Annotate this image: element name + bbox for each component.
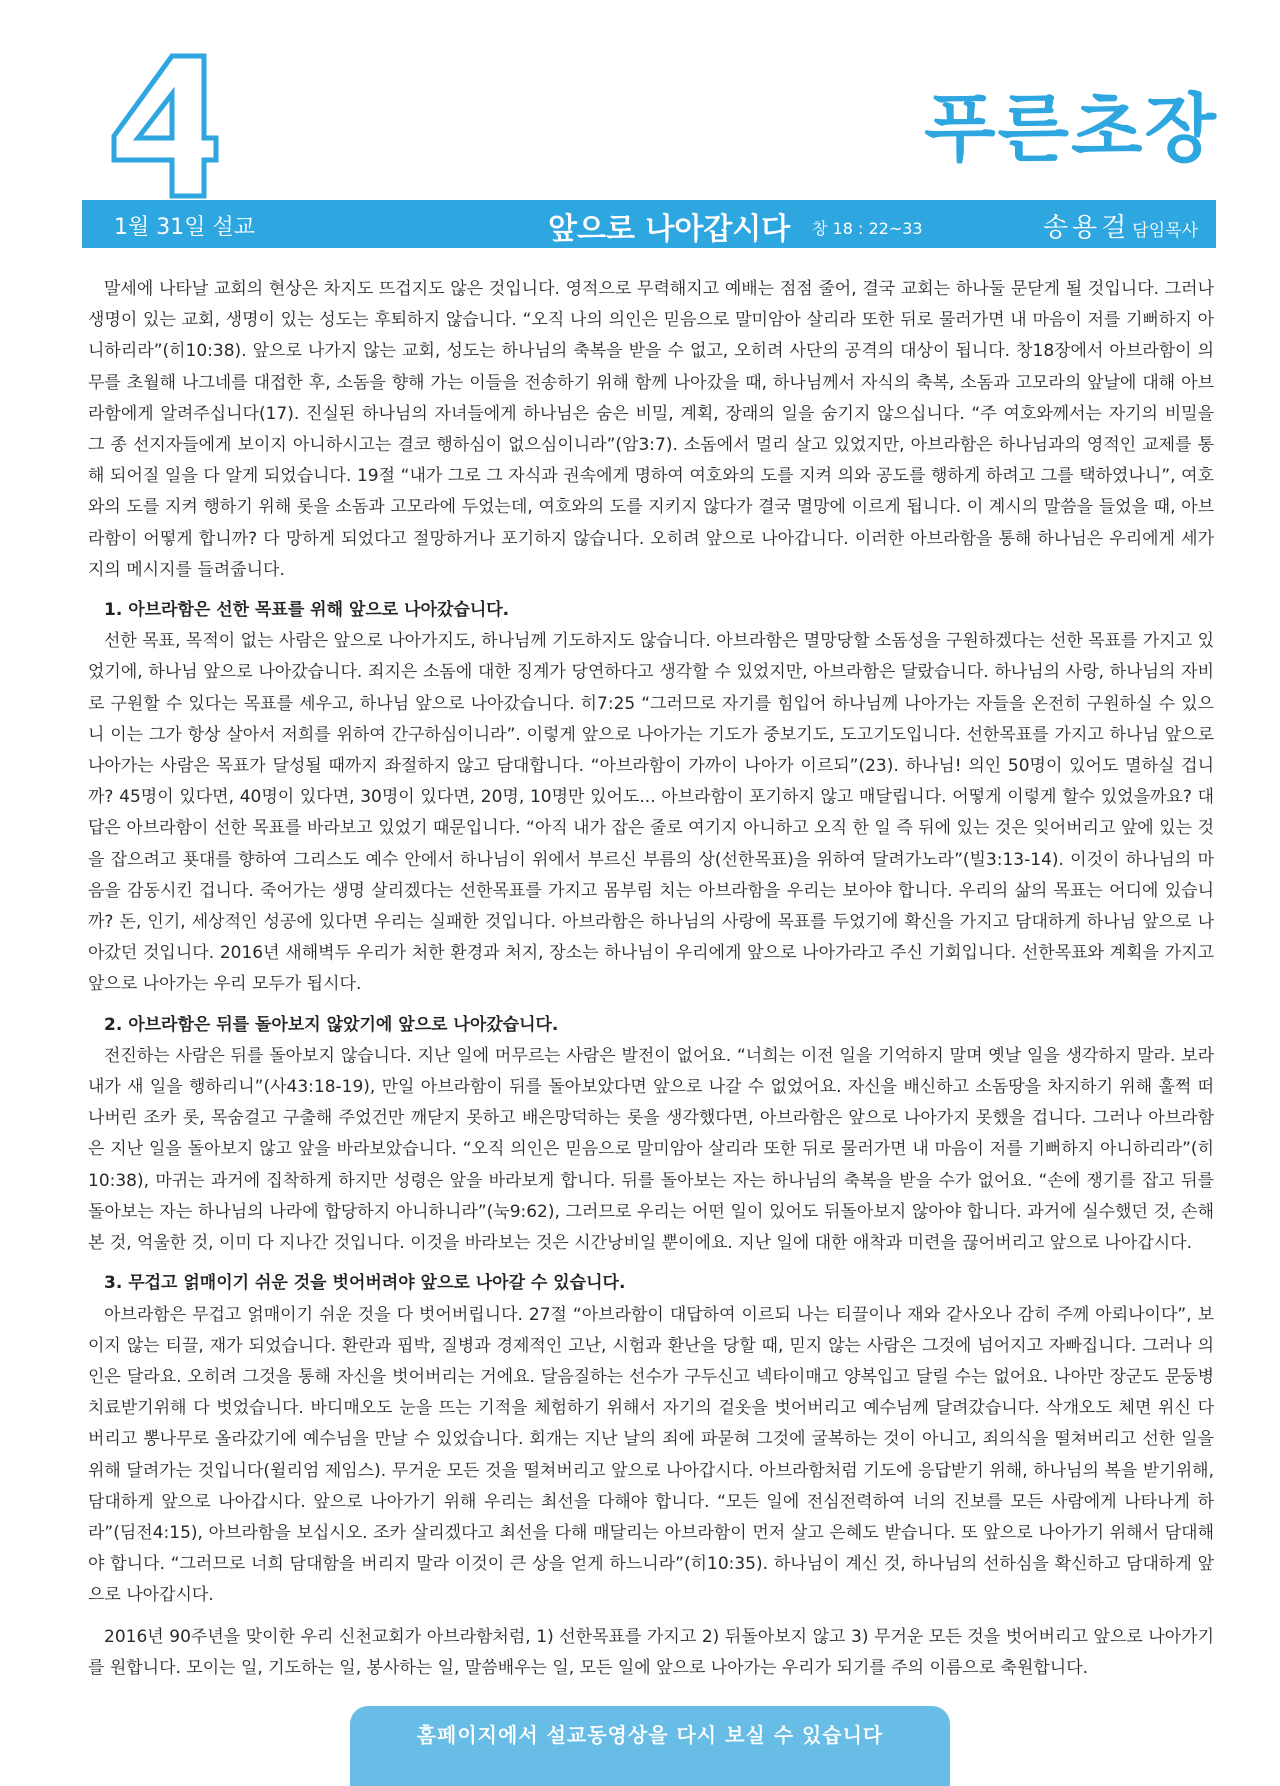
preacher-role: 담임목사	[1132, 221, 1198, 241]
page-number-graphic	[108, 50, 220, 200]
section-3-body: 아브라함은 무겁고 얽매이기 쉬운 것을 다 벗어버립니다. 27절 “아브라함이 대답하여 이르되 나는 티끌이나 재와 같사오나 감히 주께 아뢰나이다”, 보이지 않는 티끌, 재가 되었습니다. 환란과 핍박, 질병과 경제적인 고난, 시험과 환난을 당할 때, 믿지 않는 사람은 그것에 넘어지고 자빠집니다. 그러나 의인은 달라요. 오히려 그것을 통해 자신을 벗어버리는 거에요. 달음질하는 선수가 구두신고 넥타이매고 양복입고 달릴 수는 없어요. 나아만 장군도 문둥병 치료받기위해 다 벗었습니다. 바디매오도 눈을 뜨는 기적을 체험하기 위해서 자기의 겉옷을 벗어버리고 예수님께 달려갔습니다. 삭개오도 체면 위신 다 버리고 뽕나무로 올라갔기에 예수님을 만날 수 있었습니다. 회개는 지난 날의 죄에 파묻혀 그것에 굴복하는 것이 아니고, 죄의식을 떨쳐버리고 선한 일을 위해 달려가는 것입니다(윌리엄 제임스). 무거운 모든 것을 떨쳐버리고 앞으로 나아갑시다. 아브라함처럼 기도에 응답받기 위해, 하나님의 복을 받기위해, 담대하게 앞으로 나아갑시다. 앞으로 나아가기 위해 우리는 최선을 다해야 합니다. “모든 일에 전심전력하여 너의 진보를 모든 사람에게 나타나게 하라”(딤전4:15), 아브라함을 보십시오. 조카 살리겠다고 최선을 다해 매달리는 아브라함이 먼저 살고 은혜도 받습니다. 또 앞으로 나아가기 위해서 담대해야 합니다. “그러므로 너희 담대함을 버리지 말라 이것이 큰 상을 얻게 하느니라”(히10:35). 하나님이 계신 것, 하나님의 선하심을 확신하고 담대하게 앞으로 나아갑시다.	[88, 1304, 1214, 1606]
preacher	[1043, 207, 1198, 244]
section-1-heading: 1. 아브라함은 선한 목표를 위해 앞으로 나아갔습니다.	[104, 600, 510, 621]
sermon-header-bar	[82, 200, 1216, 248]
footer-banner: 홈페이지에서 설교동영상을 다시 보실 수 있습니다	[350, 1706, 950, 1786]
section-1-body: 선한 목표, 목적이 없는 사람은 앞으로 나아가지도, 하나님께 기도하지도 않습니다. 아브라함은 멸망당할 소돔성을 구원하겠다는 선한 목표를 가지고 있었기에, 하나님 앞으로 나아갔습니다. 죄지은 소돔에 대한 징계가 당연하다고 생각할 수 있었지만, 아브라함은 달랐습니다. 하나님의 사랑, 하나님의 자비로 구원할 수 있다는 목표를 세우고, 하나님 앞으로 나아갔습니다. 히7:25 “그러므로 자기를 힘입어 하나님께 나아가는 자들을 온전히 구원하실 수 있으니 이는 그가 항상 살아서 저희를 위하여 간구하심이니라”. 이렇게 앞으로 나아가는 기도가 중보기도, 도고기도입니다. 선한목표를 가지고 하나님 앞으로 나아가는 사람은 목표가 달성될 때까지 좌절하지 않고 담대합니다. “아브라함이 가까이 나아가 이르되”(23). 하나님! 의인 50명이 있어도 멸하실 겁니까? 45명이 있다면, 40명이 있다면, 30명이 있다면, 20명, 10명만 있어도... 아브라함이 포기하지 않고 매달립니다. 어떻게 이렇게 할수 있었을까요? 대답은 아브라함이 선한 목표를 바라보고 있었기 때문입니다. “아직 내가 잡은 줄로 여기지 아니하고 오직 한 일 즉 뒤에 있는 것은 잊어버리고 앞에 있는 것을 잡으려고 푯대를 향하여 그리스도 예수 안에서 하나님이 위에서 부르신 부름의 상(선한목표)을 위하여 달려가노라”(빌3:13-14). 이것이 하나님의 마음을 감동시킨 겁니다. 죽어가는 생명 살리겠다는 선한목표를 가지고 몸부림 치는 아브라함을 우리는 보아야 합니다. 우리의 삶의 목표는 어디에 있습니까? 돈, 인기, 세상적인 성공에 있다면 우리는 실패한 것입니다. 아브라함은 하나님의 사랑에 목표를 두었기에 확신을 가지고 담대하게 하나님 앞으로 나아갔던 것입니다. 2016년 새해벽두 우리가 처한 환경과 처지, 장소는 하나님이 우리에게 앞으로 나아가라고 주신 기회입니다. 선한목표와 계획을 가지고 앞으로 나아가는 우리 모두가 됩시다.	[88, 631, 1214, 995]
section-2-heading: 2. 아브라함은 뒤를 돌아보지 않았기에 앞으로 나아갔습니다.	[104, 1014, 559, 1035]
section-2-body: 전진하는 사람은 뒤를 돌아보지 않습니다. 지난 일에 머무르는 사람은 발전이 없어요. “너희는 이전 일을 기억하지 말며 옛날 일을 생각하지 말라. 보라 내가 새 일을 행하리니”(사43:18-19), 만일 아브라함이 뒤를 돌아보았다면 앞으로 나갈 수 없었어요. 자신을 배신하고 소돔땅을 차지하기 위해 훌쩍 떠나버린 조카 롯, 목숨걸고 구출해 주었건만 깨닫지 못하고 배은망덕하는 롯을 생각했다면, 아브라함은 앞으로 나아가지 못했을 겁니다. 그러나 아브라함은 지난 일을 돌아보지 않고 앞을 바라보았습니다. “오직 의인은 믿음으로 말미암아 살리라 또한 뒤로 물러가면 내 마음이 저를 기뻐하지 아니하리라”(히10:38), 마귀는 과거에 집착하게 하지만 성령은 앞을 바라보게 합니다. 뒤를 돌아보는 자는 하나님의 축복을 받을 수가 없어요. “손에 쟁기를 잡고 뒤를 돌아보는 자는 하나님의 나라에 합당하지 아니하니라”(눅9:62), 그러므로 우리는 어떤 일이 있어도 뒤돌아보지 않아야 합니다. 과거에 실수했던 것, 손해 본 것, 억울한 것, 이미 다 지나간 것입니다. 이것을 바라보는 것은 시간낭비일 뿐이에요. 지난 일에 대한 애착과 미련을 끊어버리고 앞으로 나아갑시다.	[88, 1045, 1214, 1254]
sermon-body	[88, 274, 1214, 1684]
page-number	[108, 50, 220, 200]
intro-paragraph: 말세에 나타날 교회의 현상은 차지도 뜨겁지도 않은 것입니다. 영적으로 무력해지고 예배는 점점 줄어, 결국 교회는 하나둘 문닫게 될 것입니다. 그러나 생명이 있는 교회, 생명이 있는 성도는 후퇴하지 않습니다. “오직 나의 의인은 믿음으로 말미암아 살리라 또한 뒤로 물러가면 내 마음이 저를 기뻐하지 아니하리라”(히10:38). 앞으로 나가지 않는 교회, 성도는 하나님의 축복을 받을 수 없고, 오히려 사단의 공격의 대상이 됩니다. 창18장에서 아브라함이 의무를 초월해 나그네를 대접한 후, 소돔을 향해 가는 이들을 전송하기 위해 함께 나아갔을 때, 하나님께서 자식의 축복, 소돔과 고모라의 앞날에 대해 아브라함에게 알려주십니다(17). 진실된 하나님의 자녀들에게 하나님은 숨은 비밀, 계획, 장래의 일을 숨기지 않으십니다. “주 여호와께서는 자기의 비밀을 그 종 선지자들에게 보이지 아니하시고는 결코 행하심이 없으심이니라”(암3:7). 소돔에서 멀리 살고 있었지만, 아브라함은 하나님과의 영적인 교제를 통해 되어질 일을 다 알게 되었습니다. 19절 “내가 그로 그 자식과 권속에게 명하여 여호와의 도를 지켜 의와 공도를 행하게 하려고 그를 택하였나니”, 여호와의 도를 지켜 행하기 위해 롯을 소돔과 고모라에 두었는데, 여호와의 도를 지키지 않다가 결국 멸망에 이르게 됩니다. 이 계시의 말씀을 들었을 때, 아브라함이 어떻게 합니까? 다 망하게 되었다고 절망하거나 포기하지 않습니다. 오히려 앞으로 나아갑니다. 이러한 아브라함을 통해 하나님은 우리에게 세가지의 메시지를 들려줍니다.	[88, 279, 1214, 580]
preacher-name: 송용걸	[1042, 213, 1131, 243]
sermon-date: 1월 31일 설교	[114, 215, 255, 240]
section-3-heading: 3. 무겁고 얽매이기 쉬운 것을 벗어버려야 앞으로 나아갈 수 있습니다.	[104, 1273, 626, 1294]
scripture-reference: 창 18 : 22~33	[812, 219, 923, 238]
sermon-title: 앞으로 나아갑시다	[548, 212, 791, 247]
brand-title: 푸른초장	[924, 86, 1218, 172]
closing-paragraph: 2016년 90주년을 맞이한 우리 신천교회가 아브라함처럼, 1) 선한목표를 가지고 2) 뒤돌아보지 않고 3) 무거운 모든 것을 벗어버리고 앞으로 나아가기를 원합니다. 모이는 일, 기도하는 일, 봉사하는 일, 말씀배우는 일, 모든 일에 앞으로 나아가는 우리가 되기를 주의 이름으로 축원합니다.	[88, 1626, 1214, 1678]
